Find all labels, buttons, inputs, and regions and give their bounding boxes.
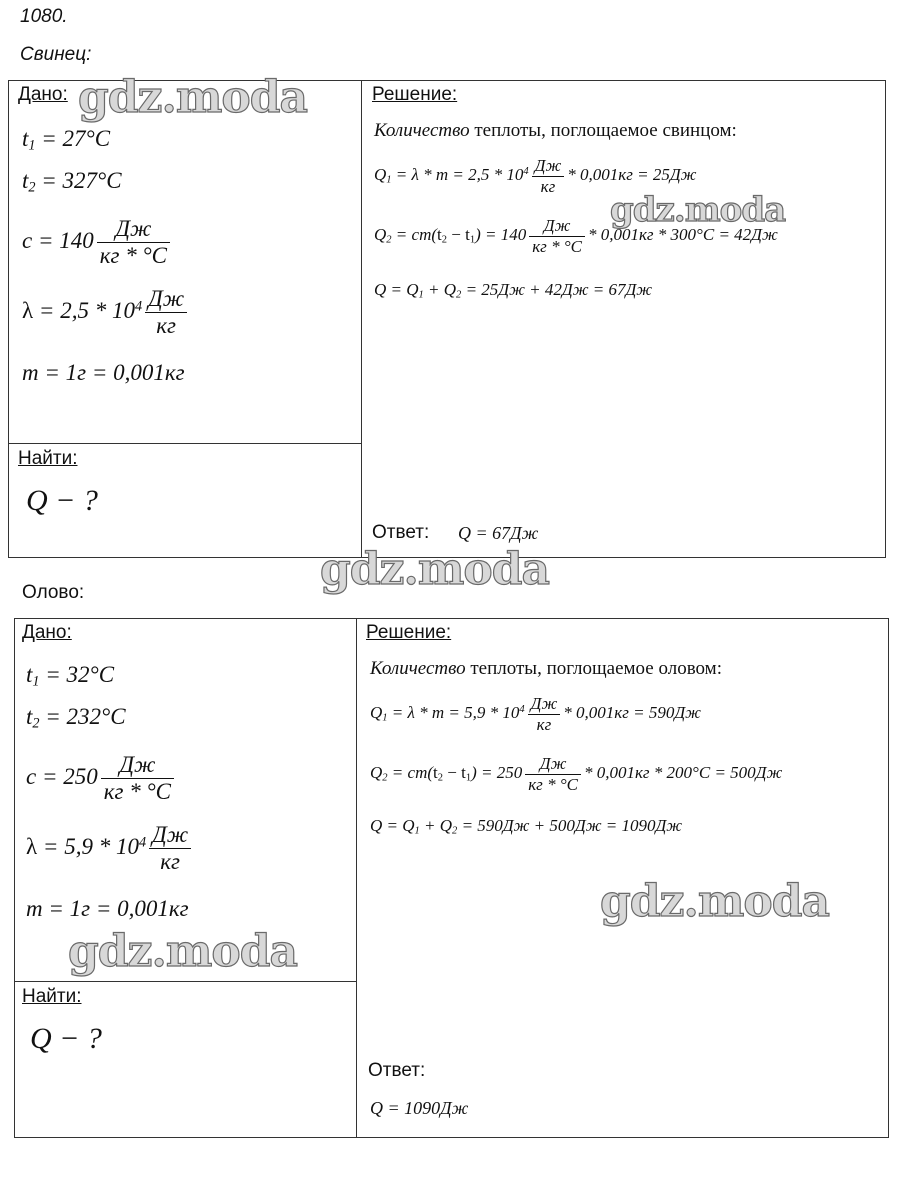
solution-box-lead xyxy=(361,80,886,558)
answer-label-tin: Ответ: xyxy=(368,1060,426,1081)
given-m-tin: m = 1г = 0,001кг xyxy=(26,896,189,921)
watermark-logo: gdz.moda xyxy=(320,544,550,595)
equation-sum-lead: $Q = Q_1 + Q_2 = 25Дж + 42Дж = 67Дж$ xyxy=(374,280,653,301)
find-value-tin: Q − ? xyxy=(30,1022,102,1055)
given-c-tin: c = 250 $\frac{Дж}{кг * ^\circ C}$ xyxy=(26,752,177,806)
solution-intro-tin: Количество теплоты, поглощаемое оловом: xyxy=(370,658,722,679)
solution-label-tin: Решение: xyxy=(366,622,452,643)
problem-number: 1080. xyxy=(20,6,68,27)
given-lambda-tin: $\lambda = 5,9 * 10^4$ $\frac{Дж}{кг}$ xyxy=(26,822,194,876)
equation-q1-tin: $Q_1 = \lambda * m = 5,9 * 10^4$ $\frac{Дж}{кг}$ * 0,001кг = 590Дж xyxy=(370,694,701,734)
watermark-logo: gdz.moda xyxy=(600,876,830,927)
given-lambda-lead: $\lambda = 2,5 * 10^4$ $\frac{Дж}{кг}$ xyxy=(22,286,190,340)
solution-intro-lead: Количество теплоты, поглощаемое свинцом: xyxy=(374,120,737,141)
watermark-logo: gdz.moda xyxy=(68,926,298,977)
equation-q2-lead: $Q_2 = cm(t_2 - t_1) = 140$ $\frac{Дж}{кг * ^\circ C}$ * 0,001кг * 300°C = 42Дж xyxy=(374,216,778,256)
given-t2-tin: $t_2 = 232^\circ C$ xyxy=(26,704,126,732)
find-label-tin: Найти: xyxy=(22,986,82,1007)
answer-label-lead: Ответ: xyxy=(372,522,430,543)
given-c-lead: c = 140 $\frac{Дж}{кг * ^\circ C}$ xyxy=(22,216,173,270)
find-value-lead: Q − ? xyxy=(26,484,98,517)
equation-sum-tin: $Q = Q_1 + Q_2 = 590Дж + 500Дж = 1090Дж$ xyxy=(370,816,683,837)
given-label-lead: Дано: xyxy=(18,84,68,105)
find-label-lead: Найти: xyxy=(18,448,78,469)
section-title-lead: Свинец: xyxy=(20,44,92,65)
equation-q1-lead: $Q_1 = \lambda * m = 2,5 * 10^4$ $\frac{Дж}{кг}$ * 0,001кг = 25Дж xyxy=(374,156,697,196)
answer-value-tin: Q = 1090Дж xyxy=(370,1098,469,1118)
given-t2-lead: $t_2 = 327^\circ C$ xyxy=(22,168,122,196)
given-t1-lead: $t_1 = 27^\circ C$ xyxy=(22,126,111,154)
given-m-lead: m = 1г = 0,001кг xyxy=(22,360,185,385)
section-title-tin: Олово: xyxy=(22,582,85,603)
given-t1-tin: $t_1 = 32^\circ C$ xyxy=(26,662,115,690)
given-label-tin: Дано: xyxy=(22,622,72,643)
watermark-logo: gdz.moda xyxy=(78,72,308,123)
solution-label-lead: Решение: xyxy=(372,84,458,105)
equation-q2-tin: $Q_2 = cm(t_2 - t_1) = 250$ $\frac{Дж}{кг * ^\circ C}$ * 0,001кг * 200°C = 500Дж xyxy=(370,754,783,794)
answer-value-lead: Q = 67Дж xyxy=(458,523,539,543)
watermark-logo: gdz.moda xyxy=(610,190,786,230)
